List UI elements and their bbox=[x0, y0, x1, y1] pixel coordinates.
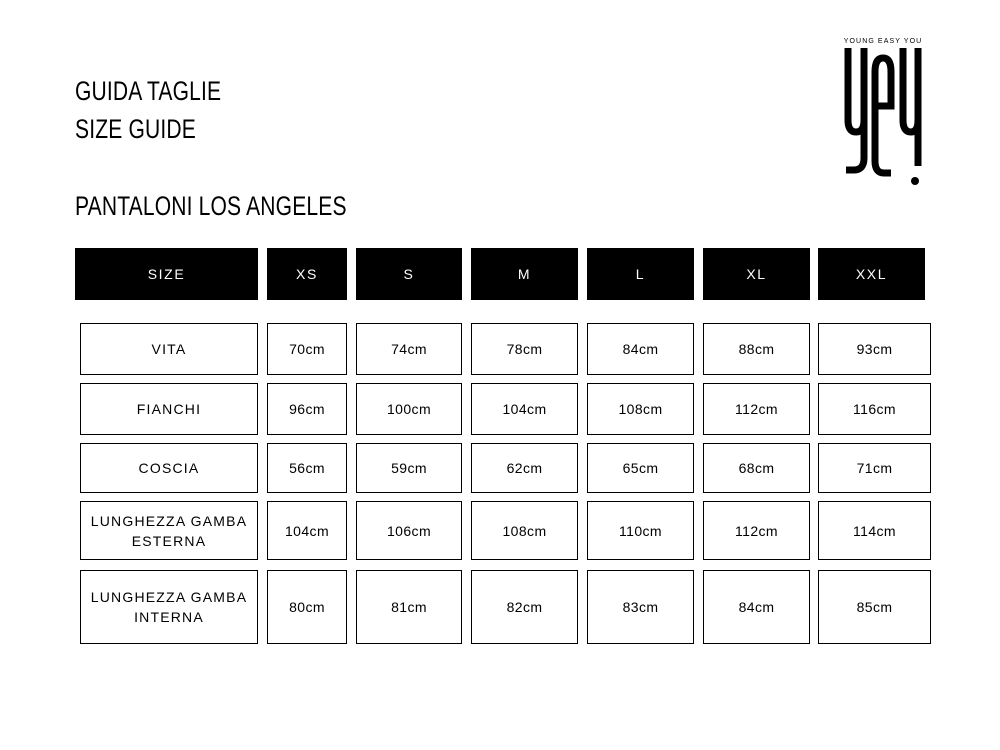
table-cell-value: 78cm bbox=[471, 323, 578, 375]
header-size-m: M bbox=[471, 248, 578, 300]
table-cell-value: 110cm bbox=[587, 501, 694, 560]
row-label: VITA bbox=[80, 323, 258, 375]
table-cell-value: 84cm bbox=[587, 323, 694, 375]
table-cell-value: 68cm bbox=[703, 443, 810, 493]
table-cell-value: 100cm bbox=[356, 383, 462, 435]
logo-tagline: YOUNG EASY YOU bbox=[843, 38, 923, 45]
row-label: LUNGHEZZA GAMBA ESTERNA bbox=[80, 501, 258, 560]
table-cell-value: 83cm bbox=[587, 570, 694, 644]
table-cell-value: 106cm bbox=[356, 501, 462, 560]
header-size-xs: XS bbox=[267, 248, 347, 300]
table-cell-value: 112cm bbox=[703, 383, 810, 435]
table-cell-value: 56cm bbox=[267, 443, 347, 493]
header-size-s: S bbox=[356, 248, 462, 300]
header-size-label: SIZE bbox=[75, 248, 258, 300]
table-cell-value: 93cm bbox=[818, 323, 931, 375]
table-cell-value: 82cm bbox=[471, 570, 578, 644]
title-guida-taglie: GUIDA TAGLIE bbox=[75, 76, 222, 106]
row-label: LUNGHEZZA GAMBA INTERNA bbox=[80, 570, 258, 644]
table-cell-value: 114cm bbox=[818, 501, 931, 560]
table-cell-value: 80cm bbox=[267, 570, 347, 644]
title-size-guide: SIZE GUIDE bbox=[75, 114, 196, 144]
table-cell-value: 108cm bbox=[587, 383, 694, 435]
header-size-l: L bbox=[587, 248, 694, 300]
table-cell-value: 59cm bbox=[356, 443, 462, 493]
table-cell-value: 81cm bbox=[356, 570, 462, 644]
row-label: FIANCHI bbox=[80, 383, 258, 435]
table-cell-value: 70cm bbox=[267, 323, 347, 375]
product-title: PANTALONI LOS ANGELES bbox=[75, 191, 347, 221]
table-cell-value: 88cm bbox=[703, 323, 810, 375]
row-label: COSCIA bbox=[80, 443, 258, 493]
table-cell-value: 62cm bbox=[471, 443, 578, 493]
table-cell-value: 71cm bbox=[818, 443, 931, 493]
table-cell-value: 116cm bbox=[818, 383, 931, 435]
table-cell-value: 74cm bbox=[356, 323, 462, 375]
table-cell-value: 108cm bbox=[471, 501, 578, 560]
yey-wordmark-icon bbox=[838, 48, 928, 188]
table-cell-value: 84cm bbox=[703, 570, 810, 644]
table-cell-value: 104cm bbox=[267, 501, 347, 560]
header-size-xxl: XXL bbox=[818, 248, 925, 300]
brand-logo bbox=[838, 38, 928, 188]
table-cell-value: 96cm bbox=[267, 383, 347, 435]
table-cell-value: 85cm bbox=[818, 570, 931, 644]
table-cell-value: 65cm bbox=[587, 443, 694, 493]
table-cell-value: 104cm bbox=[471, 383, 578, 435]
table-cell-value: 112cm bbox=[703, 501, 810, 560]
header-size-xl: XL bbox=[703, 248, 810, 300]
